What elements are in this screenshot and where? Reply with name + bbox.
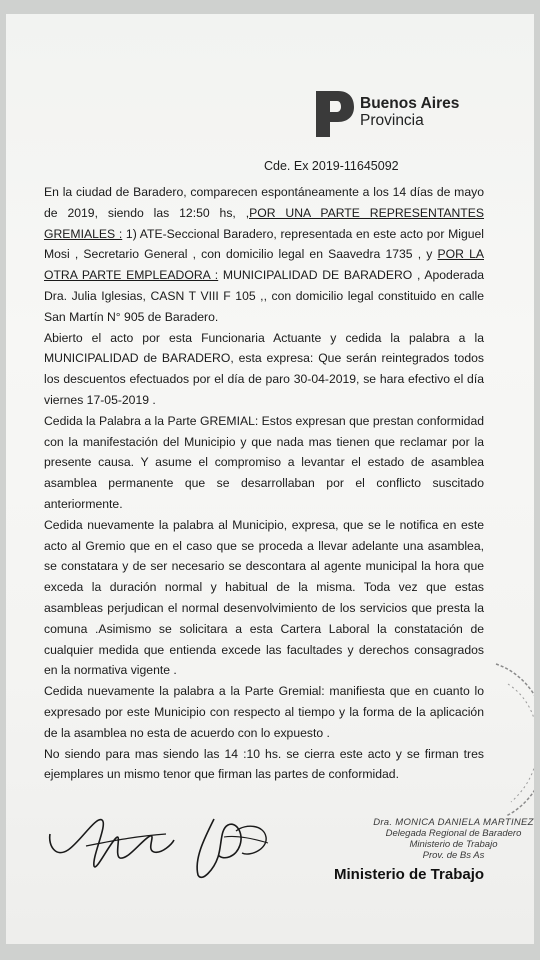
document-page	[6, 14, 534, 944]
paragraph-3: Cedida la Palabra a la Parte GREMIAL: Estos expresan que prestan conformidad con la manifestación del Municipio y que nada mas tienen que reclamar por la presente causa. Y asume el compromiso a levantar el estado de asamblea asamblea permanente que se desarrollaban por el conflicto suscitado anteriormente.	[44, 413, 484, 511]
paragraph-4: Cedida nuevamente la palabra al Municipio, expresa, que se le notifica en este acto al Gremio que en el caso que se proceda a llevar adelante una asamblea, se constatara y de ser necesario se descontara al agente municipal la hora que exceda la duración normal y habitual de la misma. Toda vez que estas asambleas perjudican el normal desenvolvimiento de los servicios que presta la comuna .Asimismo se solicitara a esta Cartera Laboral la constatación de cualquier medida que entienda excede las facultades y derechos consagrados en la normativa vigente .	[44, 517, 484, 678]
provincia-logo-mark	[312, 89, 356, 139]
stamp-official-name: Dra. MONICA DANIELA MARTINEZ	[373, 817, 534, 828]
p1-text-b: 1) ATE-Seccional Baradero, representada en este acto por Miguel Mosi , Secretario General , con domicilio legal en Saavedra 1735 , y	[44, 226, 484, 262]
ministry-footer-label: Ministerio de Trabajo	[334, 866, 485, 883]
paragraph-1	[44, 182, 484, 328]
official-seal-stamp	[476, 644, 534, 824]
logo-subtitle: Provincia	[360, 112, 424, 129]
p1-text-c: MUNICIPALIDAD DE BARADERO , Apoderada Dra. Julia Iglesias, CASN T VIII F 105 ,, con domicilio legal constituido en calle San Martín N° 905 de Baradero.	[44, 268, 485, 324]
p1-text-a: En la ciudad de Baradero, comparecen espontáneamente a los 14 días de mayo de 2019, siendo las 12:50 hs,	[44, 185, 484, 220]
p1-underlined-employer: POR LA OTRA PARTE EMPLEADORA :	[44, 247, 484, 283]
stamp-position: Delegada Regional de Baradero	[385, 828, 522, 839]
paragraph-2: Abierto el acto por esta Funcionaria Actuante y cedida la palabra a la MUNICIPALIDAD de BARADERO, esta expresa: Que serán reintegrados todos los descuentos efectuados por el día de paro 30-04-2019, se hara efectivo el día viernes 17-05-2019 .	[44, 330, 484, 407]
paragraph-6: No siendo para mas siendo las 14 :10 hs. se cierra este acto y se firman tres ejemplares un mismo tenor que firman las partes de conformidad.	[44, 746, 484, 782]
case-reference: Cde. Ex 2019-11645092	[264, 159, 399, 173]
signature-municipality-representative	[184, 809, 274, 884]
logo-title: Buenos Aires	[360, 95, 460, 112]
provincia-logo	[312, 87, 472, 151]
p1-underlined-union: ,POR UNA PARTE REPRESENTANTES GREMIALES :	[44, 205, 485, 241]
document-body	[44, 182, 484, 785]
official-stamp-text	[366, 817, 534, 861]
stamp-ministry: Ministerio de Trabajo	[409, 839, 498, 850]
signature-union-representative	[46, 806, 176, 876]
paragraph-5: Cedida nuevamente la palabra a la Parte Gremial: manifiesta que en cuanto lo expresado por este Municipio con respecto al tiempo y la forma de la aplicación de la asamblea no esta de acuerdo con lo expuesto .	[44, 684, 484, 740]
stamp-province: Prov. de Bs As	[422, 850, 485, 861]
